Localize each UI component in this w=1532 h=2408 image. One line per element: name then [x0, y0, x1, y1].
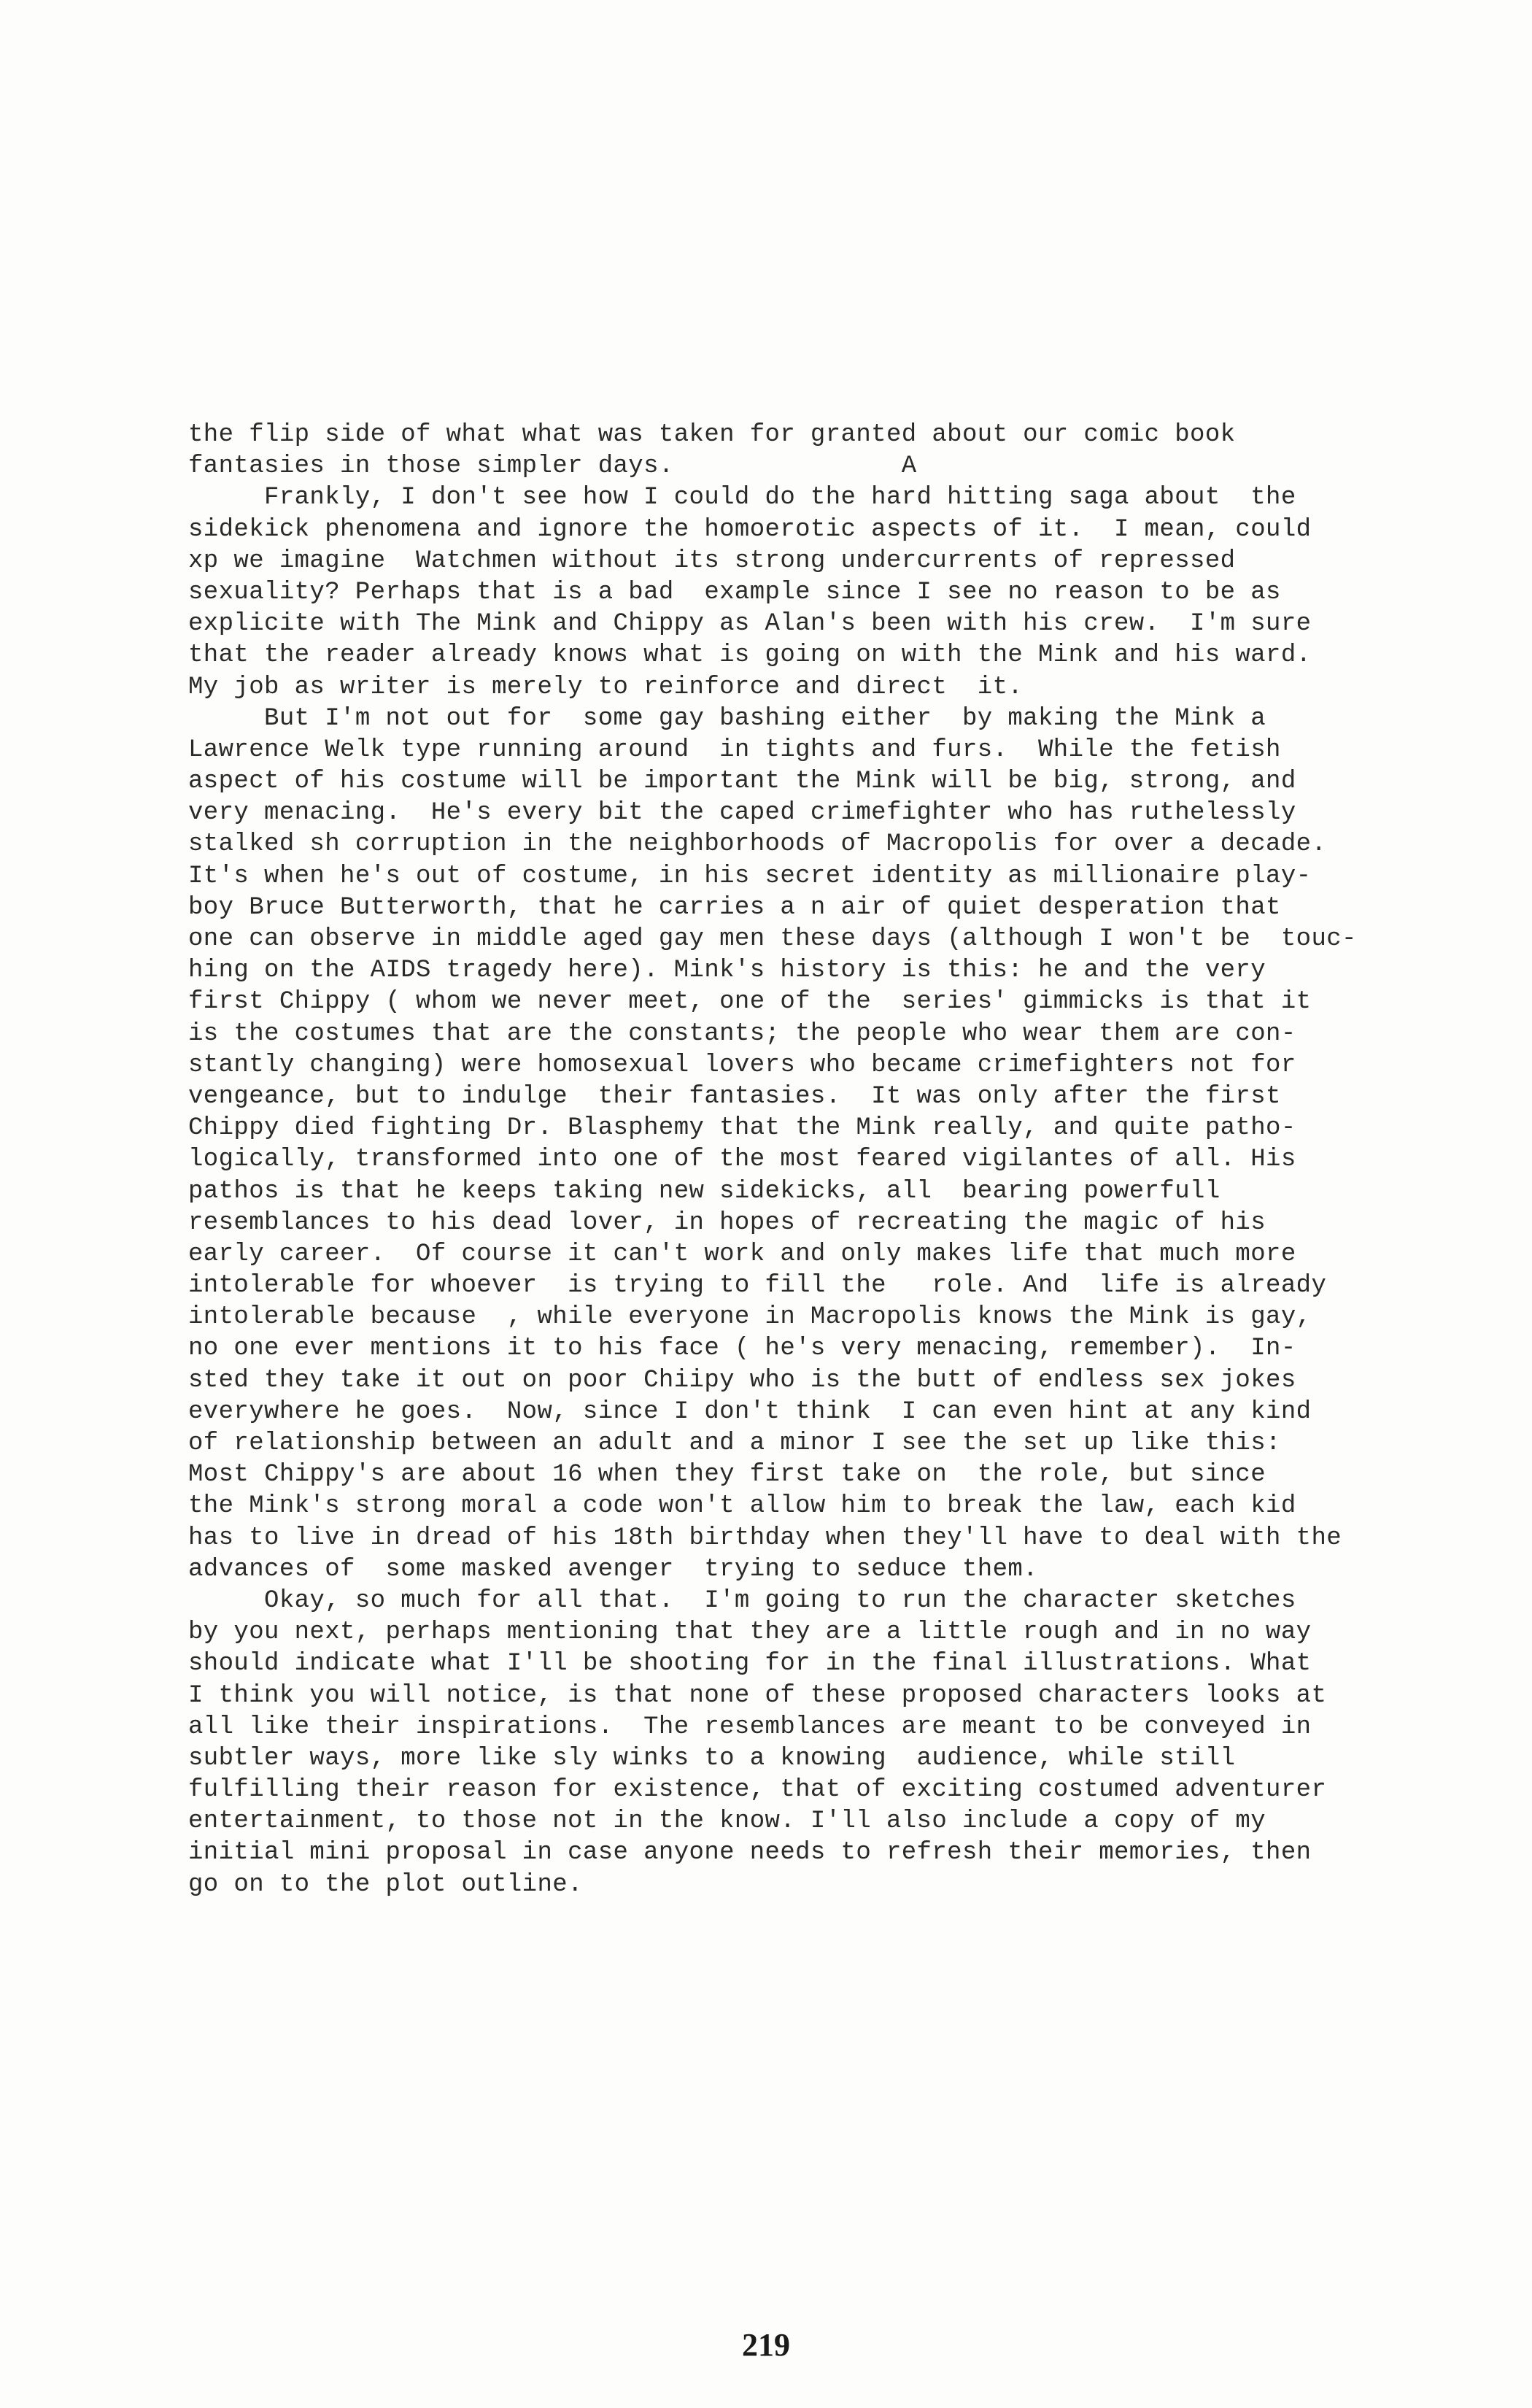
text-line: the Mink's strong moral a code won't allow him to break the law, each kid	[188, 1492, 1296, 1521]
text-line: intolerable for whoever is trying to fill the role. And life is already	[188, 1272, 1327, 1300]
text-line: should indicate what I'll be shooting for in the final illustrations. What	[188, 1650, 1312, 1678]
typescript-body	[188, 420, 1370, 1901]
text-line: My job as writer is merely to reinforce and direct it.	[188, 673, 1024, 701]
page-number: 219	[742, 2327, 790, 2363]
text-line: xp we imagine Watchmen without its strong undercurrents of repressed	[188, 547, 1236, 575]
text-line: But I'm not out for some gay bashing either by making the Mink a	[188, 704, 1266, 733]
text-line: has to live in dread of his 18th birthday when they'll have to deal with the	[188, 1524, 1342, 1552]
text-line: no one ever mentions it to his face ( he's very menacing, remember). In-	[188, 1335, 1296, 1363]
text-line: pathos is that he keeps taking new sidekicks, all bearing powerfull	[188, 1177, 1220, 1205]
text-line: resemblances to his dead lover, in hopes of recreating the magic of his	[188, 1208, 1266, 1237]
text-line: everywhere he goes. Now, since I don't think I can even hint at any kind	[188, 1397, 1312, 1426]
text-line: by you next, perhaps mentioning that they are a little rough and in no way	[188, 1618, 1312, 1647]
text-line: Okay, so much for all that. I'm going to run the character sketches	[188, 1586, 1296, 1615]
text-line: stantly changing) were homosexual lovers who became crimefighters not for	[188, 1051, 1296, 1079]
text-line: vengeance, but to indulge their fantasies. It was only after the first	[188, 1082, 1281, 1111]
text-line: is the costumes that are the constants; the people who wear them are con-	[188, 1019, 1296, 1048]
text-line: boy Bruce Butterworth, that he carries a n air of quiet desperation that	[188, 893, 1281, 922]
text-line: go on to the plot outline.	[188, 1870, 583, 1899]
text-line: initial mini proposal in case anyone needs to refresh their memories, then	[188, 1839, 1312, 1867]
text-line: sexuality? Perhaps that is a bad example since I see no reason to be as	[188, 578, 1281, 606]
text-line: fantasies in those simpler days. A	[188, 452, 917, 481]
text-line: one can observe in middle aged gay men these days (although I won't be touc-	[188, 925, 1357, 953]
text-line: explicite with The Mink and Chippy as Alan's been with his crew. I'm sure	[188, 610, 1312, 638]
text-line: very menacing. He's every bit the caped crimefighter who has ruthelessly	[188, 799, 1296, 827]
text-line: sted they take it out on poor Chiipy who is the butt of endless sex jokes	[188, 1366, 1296, 1394]
text-line: entertainment, to those not in the know. I'll also include a copy of my	[188, 1807, 1266, 1836]
text-line: intolerable because , while everyone in Macropolis knows the Mink is gay,	[188, 1303, 1312, 1332]
text-line: first Chippy ( whom we never meet, one of the series' gimmicks is that it	[188, 988, 1312, 1016]
text-line: Lawrence Welk type running around in tights and furs. While the fetish	[188, 736, 1281, 764]
text-line: Chippy died fighting Dr. Blasphemy that the Mink really, and quite patho-	[188, 1114, 1296, 1143]
text-line: all like their inspirations. The resemblances are meant to be conveyed in	[188, 1713, 1312, 1741]
text-line: logically, transformed into one of the most feared vigilantes of all. His	[188, 1146, 1296, 1174]
text-line: of relationship between an adult and a minor I see the set up like this:	[188, 1429, 1281, 1457]
text-line: aspect of his costume will be important the Mink will be big, strong, and	[188, 768, 1296, 796]
text-line: fulfilling their reason for existence, that of exciting costumed adventurer	[188, 1776, 1327, 1805]
text-line: Frankly, I don't see how I could do the hard hitting saga about the	[188, 484, 1296, 512]
text-line: sidekick phenomena and ignore the homoerotic aspects of it. I mean, could	[188, 515, 1312, 544]
text-line: that the reader already knows what is going on with the Mink and his ward.	[188, 641, 1312, 670]
text-line: Most Chippy's are about 16 when they first take on the role, but since	[188, 1461, 1266, 1489]
text-line: hing on the AIDS tragedy here). Mink's history is this: he and the very	[188, 957, 1266, 985]
text-line: the flip side of what what was taken for granted about our comic book	[188, 421, 1236, 449]
text-line: It's when he's out of costume, in his secret identity as millionaire play-	[188, 862, 1312, 890]
text-line: I think you will notice, is that none of these proposed characters looks at	[188, 1681, 1327, 1710]
text-line: early career. Of course it can't work and only makes life that much more	[188, 1240, 1296, 1268]
text-line: stalked sh corruption in the neighborhoods of Macropolis for over a decade.	[188, 830, 1327, 859]
text-line: subtler ways, more like sly winks to a knowing audience, while still	[188, 1744, 1236, 1772]
text-line: advances of some masked avenger trying to seduce them.	[188, 1555, 1038, 1583]
